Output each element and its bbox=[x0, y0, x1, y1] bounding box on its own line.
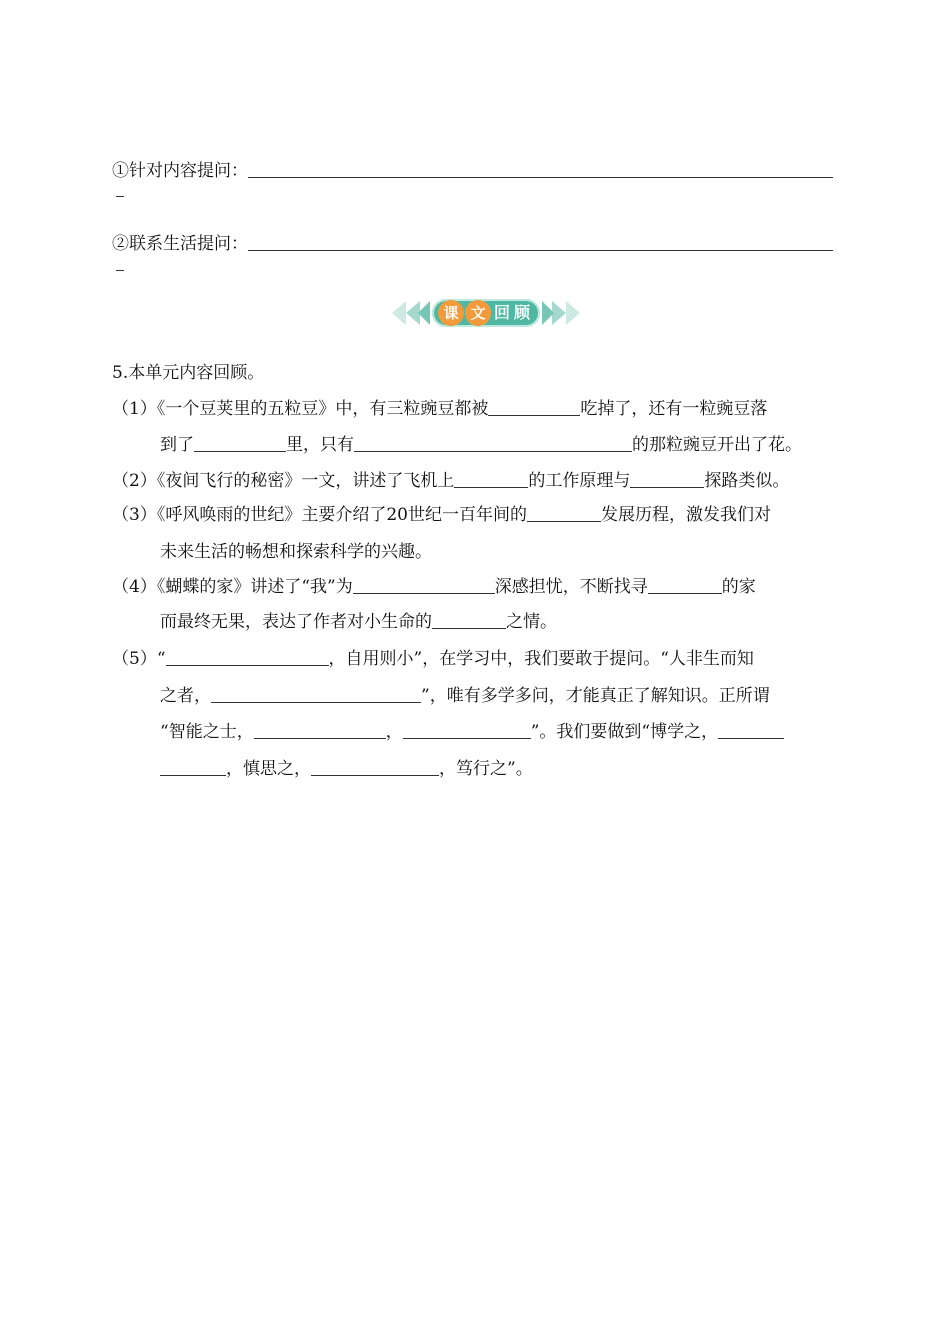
question-text: 之者， bbox=[160, 686, 211, 706]
question-text: 到了 bbox=[160, 435, 194, 455]
question-text: ，自用则小”，在学习中，我们要敢于提问。“人非生而知 bbox=[328, 649, 754, 669]
answer-blank[interactable] bbox=[160, 758, 226, 776]
question-item-content bbox=[112, 156, 833, 181]
chevron-right-icon bbox=[566, 301, 580, 325]
question-text: 深感担忧，不断找寻 bbox=[494, 577, 648, 597]
question-text: 之情。 bbox=[506, 612, 557, 632]
question-text: “智能之士， bbox=[160, 722, 254, 742]
sub-question-5 bbox=[112, 644, 754, 669]
answer-blank[interactable] bbox=[194, 434, 286, 452]
chevron-right-icon bbox=[552, 301, 566, 325]
answer-blank[interactable] bbox=[630, 470, 704, 488]
chevron-left-icon bbox=[418, 301, 430, 325]
question-text: （1）《一个豆荚里的五粒豆》中，有三粒豌豆都被 bbox=[112, 399, 489, 419]
banner-char: 文 bbox=[465, 300, 491, 326]
answer-blank[interactable] bbox=[254, 721, 386, 739]
question-text: 发展历程，激发我们对 bbox=[600, 505, 771, 525]
question-text: 而最终无果，表达了作者对小生命的 bbox=[160, 612, 432, 632]
banner-char: 课 bbox=[438, 300, 464, 326]
question-label: ②联系生活提问： bbox=[112, 234, 248, 254]
answer-blank[interactable] bbox=[488, 398, 580, 416]
chevron-left-icon bbox=[392, 301, 406, 325]
answer-blank[interactable] bbox=[648, 576, 722, 594]
sub-question-5-cont1 bbox=[160, 681, 770, 706]
answer-blank[interactable] bbox=[248, 160, 833, 178]
sub-question-3-cont: 未来生活的畅想和探索科学的兴趣。 bbox=[160, 542, 432, 562]
answer-blank[interactable] bbox=[354, 434, 632, 452]
sub-question-5-cont2 bbox=[160, 717, 784, 742]
question-text: 探路类似。 bbox=[704, 471, 790, 491]
question-text: 的那粒豌豆开出了花。 bbox=[632, 435, 802, 455]
sub-question-2 bbox=[112, 466, 789, 491]
answer-blank[interactable] bbox=[211, 685, 421, 703]
answer-blank[interactable] bbox=[353, 576, 495, 594]
answer-blank[interactable] bbox=[527, 504, 601, 522]
question-text: 里，只有 bbox=[286, 435, 354, 455]
answer-blank[interactable] bbox=[718, 721, 784, 739]
answer-blank[interactable] bbox=[311, 758, 439, 776]
banner-char: 顾 bbox=[514, 303, 531, 322]
question-text: （4）《蝴蝶的家》讲述了“我”为 bbox=[112, 577, 353, 597]
question-text: ”。我们要做到“博学之， bbox=[530, 722, 719, 742]
question-text: （3）《呼风唤雨的世纪》主要介绍了20世纪一百年间的 bbox=[112, 505, 527, 525]
answer-blank[interactable] bbox=[403, 721, 531, 739]
question-text: 吃掉了，还有一粒豌豆落 bbox=[580, 399, 768, 419]
answer-blank[interactable] bbox=[248, 233, 833, 251]
sub-question-4 bbox=[112, 572, 756, 597]
section-banner bbox=[388, 296, 584, 330]
answer-blank[interactable] bbox=[432, 611, 506, 629]
answer-blank-overflow bbox=[116, 270, 124, 271]
sub-question-4-cont bbox=[160, 607, 557, 632]
question-title: 5.本单元内容回顾。 bbox=[112, 363, 265, 383]
sub-question-3 bbox=[112, 500, 771, 525]
question-text: ， bbox=[385, 722, 403, 742]
question-text: （5）“ bbox=[112, 649, 166, 669]
chevron-right-icon bbox=[542, 301, 554, 325]
banner-char: 回 bbox=[494, 303, 511, 322]
question-text: （2）《夜间飞行的秘密》一文，讲述了飞机上 bbox=[112, 471, 455, 491]
question-text: ，慎思之， bbox=[226, 759, 311, 779]
question-text: 的家 bbox=[721, 577, 756, 597]
question-text: 的工作原理与 bbox=[528, 471, 631, 491]
sub-question-1-cont bbox=[160, 430, 802, 455]
question-text: ”，唯有多学多问，才能真正了解知识。正所谓 bbox=[421, 686, 770, 706]
sub-question-5-cont3 bbox=[160, 754, 533, 779]
answer-blank[interactable] bbox=[454, 470, 528, 488]
sub-question-1 bbox=[112, 394, 767, 419]
question-text: ，笃行之”。 bbox=[439, 759, 533, 779]
answer-blank-overflow bbox=[116, 196, 124, 197]
question-item-life bbox=[112, 229, 833, 254]
answer-blank[interactable] bbox=[166, 648, 329, 666]
question-label: ①针对内容提问： bbox=[112, 161, 248, 181]
